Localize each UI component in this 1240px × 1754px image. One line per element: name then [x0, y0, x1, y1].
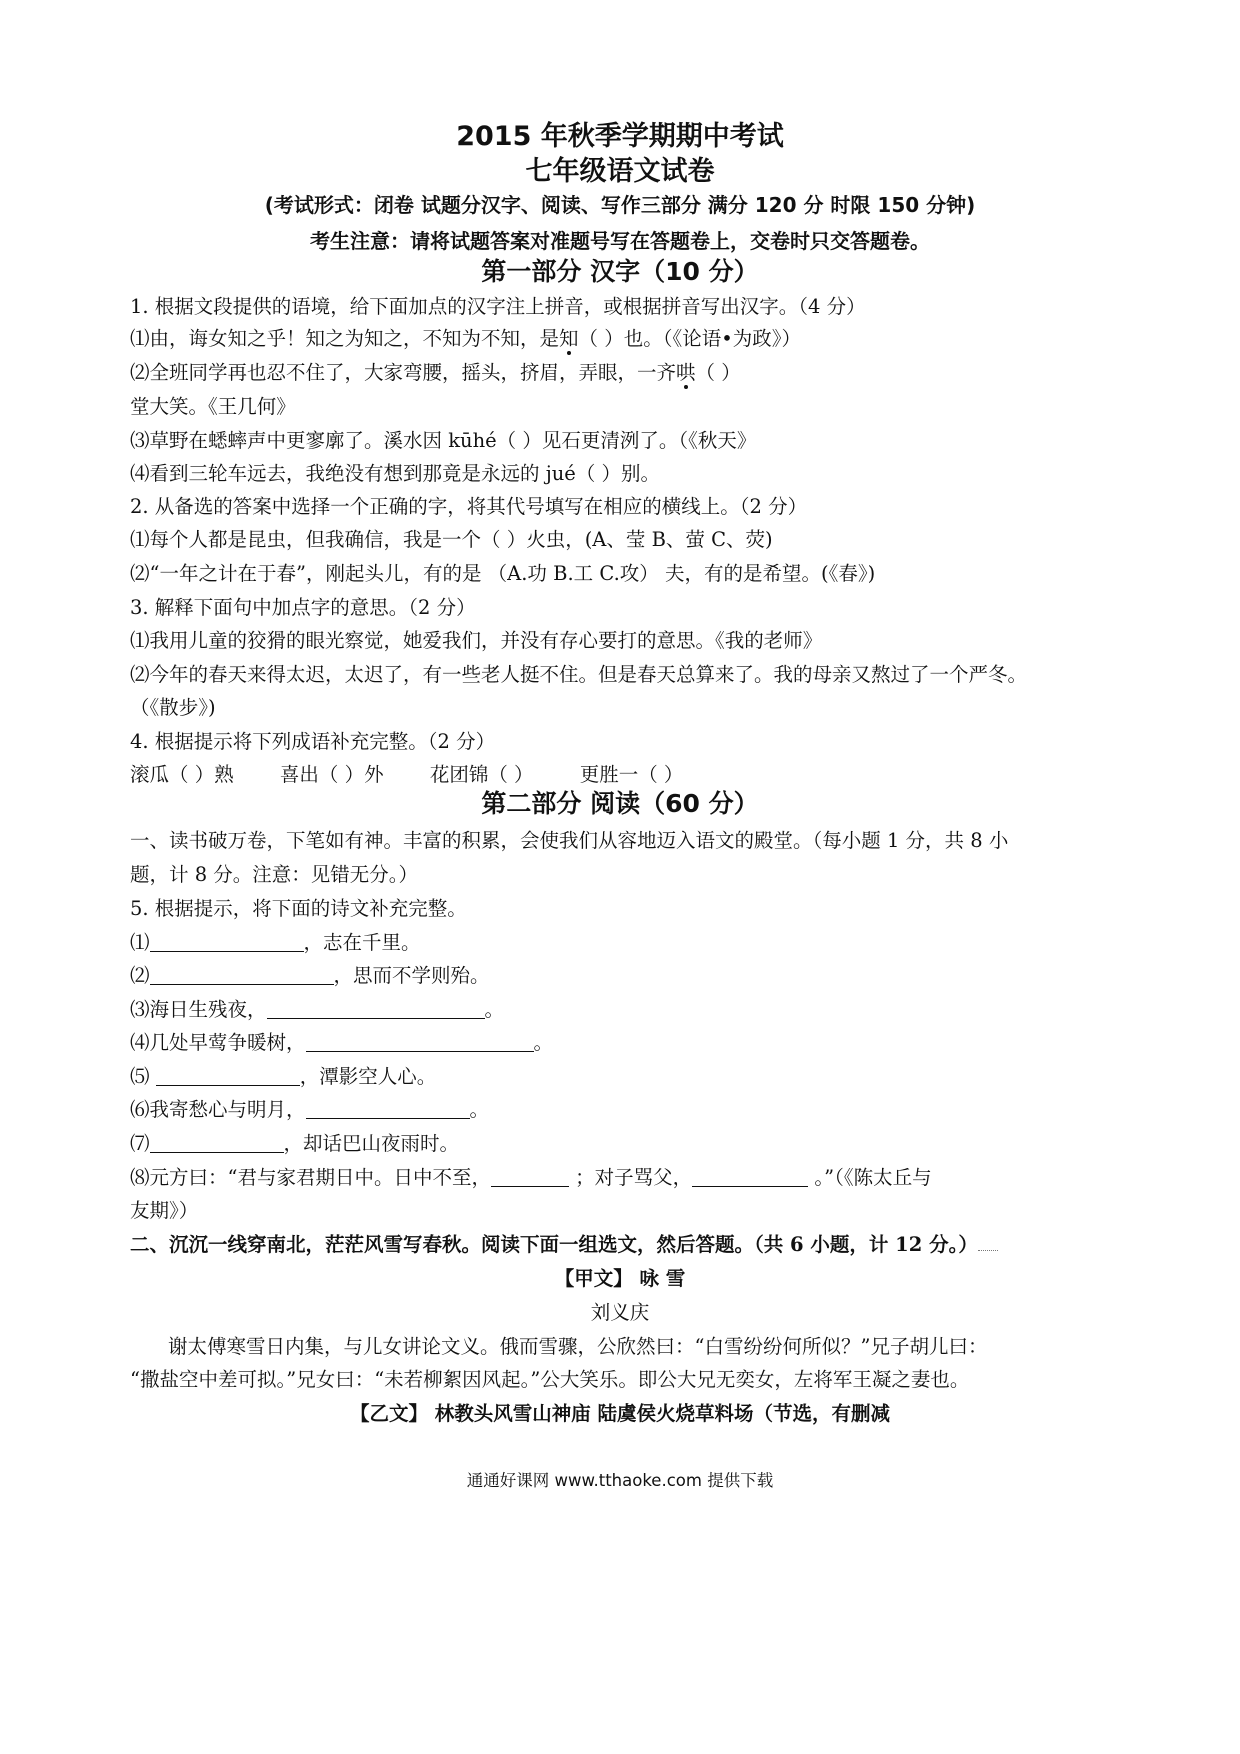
q1-item-2: ⑵全班同学再也忍不住了，大家弯腰，摇头，挤眉，弄眼，一齐哄（ ）: [130, 361, 741, 384]
answer-blank[interactable]: [491, 1166, 569, 1187]
passage-a-para-1: 谢太傅寒雪日内集，与儿女讲论文义。俄而雪骤，公欣然曰：“白雪纷纷何所似？”兄子胡儿曰：: [168, 1335, 988, 1358]
q3-stem: 3. 解释下面句中加点字的意思。（2 分）: [130, 596, 476, 619]
dotted-mark: [978, 1236, 998, 1251]
emphasis-char: 知: [559, 327, 579, 350]
q4-stem: 4. 根据提示将下列成语补充完整。（2 分）: [130, 730, 496, 753]
answer-blank[interactable]: [692, 1166, 808, 1187]
page-footer[interactable]: 通通好课网 www.tthaoke.com 提供下载: [466, 1471, 774, 1490]
q5-item-6: ⑹我寄愁心与明月， 。: [130, 1098, 490, 1121]
q3-item-2: ⑵今年的春天来得太迟，太迟了，有一些老人挺不住。但是春天总算来了。我的母亲又熬过了一个严冬。: [130, 663, 1028, 686]
passage-b-title: 【乙文】 林教头风雪山神庙 陆虞侯火烧草料场（节选，有删减: [349, 1402, 891, 1425]
answer-blank[interactable]: [306, 1098, 470, 1119]
answer-blank[interactable]: [156, 1065, 300, 1086]
exam-notice: 考生注意：请将试题答案对准题号写在答题卷上，交卷时只交答题卷。: [310, 229, 930, 253]
q2-item-2: ⑵“一年之计在于春”，刚起头儿，有的是 （A.功 B.工 C.攻） 夫，有的是希望。(《春》): [130, 562, 876, 585]
q5-stem: 5. 根据提示，将下面的诗文补充完整。: [130, 897, 467, 920]
q5-item-5: ⑸ ，潭影空人心。: [130, 1065, 437, 1088]
q5-item-7: ⑺ ，却话巴山夜雨时。: [130, 1132, 460, 1155]
q1-item-2-cont: 堂大笑。《王几何》: [130, 395, 296, 418]
q1-stem: 1. 根据文段提供的语境，给下面加点的汉字注上拼音，或根据拼音写出汉字。（4 分）: [130, 295, 866, 318]
idiom-2: 喜出（ ）外: [279, 763, 384, 786]
answer-blank[interactable]: [306, 1031, 534, 1052]
answer-blank[interactable]: [150, 931, 304, 952]
q5-item-8-cont: 友期》）: [130, 1199, 199, 1222]
idiom-4: 更胜一（ ）: [579, 763, 684, 786]
part2-heading: 第二部分 阅读（60 分）: [481, 789, 759, 818]
q1-item-1: ⑴由，诲女知之乎！知之为知之，不知为不知，是知（ ）也。（《论语•为政》）: [130, 327, 801, 350]
idiom-1: 滚瓜（ ）熟: [130, 763, 234, 786]
part1-heading: 第一部分 汉字（10 分）: [481, 257, 759, 286]
answer-blank[interactable]: [267, 998, 485, 1019]
exam-info: (考试形式：闭卷 试题分汉字、阅读、写作三部分 满分 120 分 时限 150 分钟): [264, 193, 976, 217]
q1-item-4: ⑷看到三轮车远去，我绝没有想到那竟是永远的 jué（ ）别。: [130, 462, 661, 485]
exam-subtitle: 七年级语文试卷: [525, 156, 715, 187]
q3-item-2-cont: （《散步》): [130, 696, 216, 719]
q2-stem: 2. 从备选的答案中选择一个正确的字，将其代号填写在相应的横线上。（2 分）: [130, 495, 808, 518]
exam-title: 2015 年秋季学期期中考试: [456, 121, 784, 152]
answer-blank[interactable]: [150, 964, 334, 985]
sec2-intro: 二、沉沉一线穿南北，茫茫风雪写春秋。阅读下面一组选文，然后答题。（共 6 小题，计 12 分。）: [130, 1232, 1120, 1258]
q5-item-4: ⑷几处早莺争暖树， 。: [130, 1031, 554, 1054]
q2-item-1: ⑴每个人都是昆虫，但我确信，我是一个（ ）火虫，(A、莹 B、萤 C、荧): [130, 528, 773, 551]
q5-item-1: ⑴ ，志在千里。: [130, 931, 421, 954]
sec1-intro-cont: 题，计 8 分。注意：见错无分。）: [130, 863, 419, 886]
q5-item-3: ⑶海日生残夜， 。: [130, 998, 505, 1021]
passage-a-para-2: “撒盐空中差可拟。”兄女曰：“未若柳絮因风起。”公大笑乐。即公大兄无奕女，左将军王凝之妻也。: [130, 1368, 970, 1391]
emphasis-char: 哄: [676, 361, 696, 384]
sec1-intro: 一、读书破万卷，下笔如有神。丰富的积累，会使我们从容地迈入语文的殿堂。（每小题 1 分，共 8 小: [130, 829, 1009, 852]
q4-items: [130, 762, 1120, 788]
q5-item-8: ⑻元方曰：“君与家君期日中。日中不至， ；对子骂父， 。”（《陈太丘与: [130, 1166, 932, 1189]
passage-a-author: 刘义庆: [590, 1301, 650, 1324]
passage-a-title: 【甲文】 咏 雪: [554, 1267, 686, 1290]
q3-item-1: ⑴我用儿童的狡猾的眼光察觉，她爱我们，并没有存心要打的意思。《我的老师》: [130, 629, 823, 652]
q1-item-3: ⑶草野在蟋蟀声中更寥廓了。溪水因 kūhé（ ）见石更清洌了。（《秋天》: [130, 429, 757, 452]
idiom-3: 花团锦（ ）: [429, 763, 534, 786]
q5-item-2: ⑵ ，思而不学则殆。: [130, 964, 490, 987]
answer-blank[interactable]: [150, 1132, 284, 1153]
